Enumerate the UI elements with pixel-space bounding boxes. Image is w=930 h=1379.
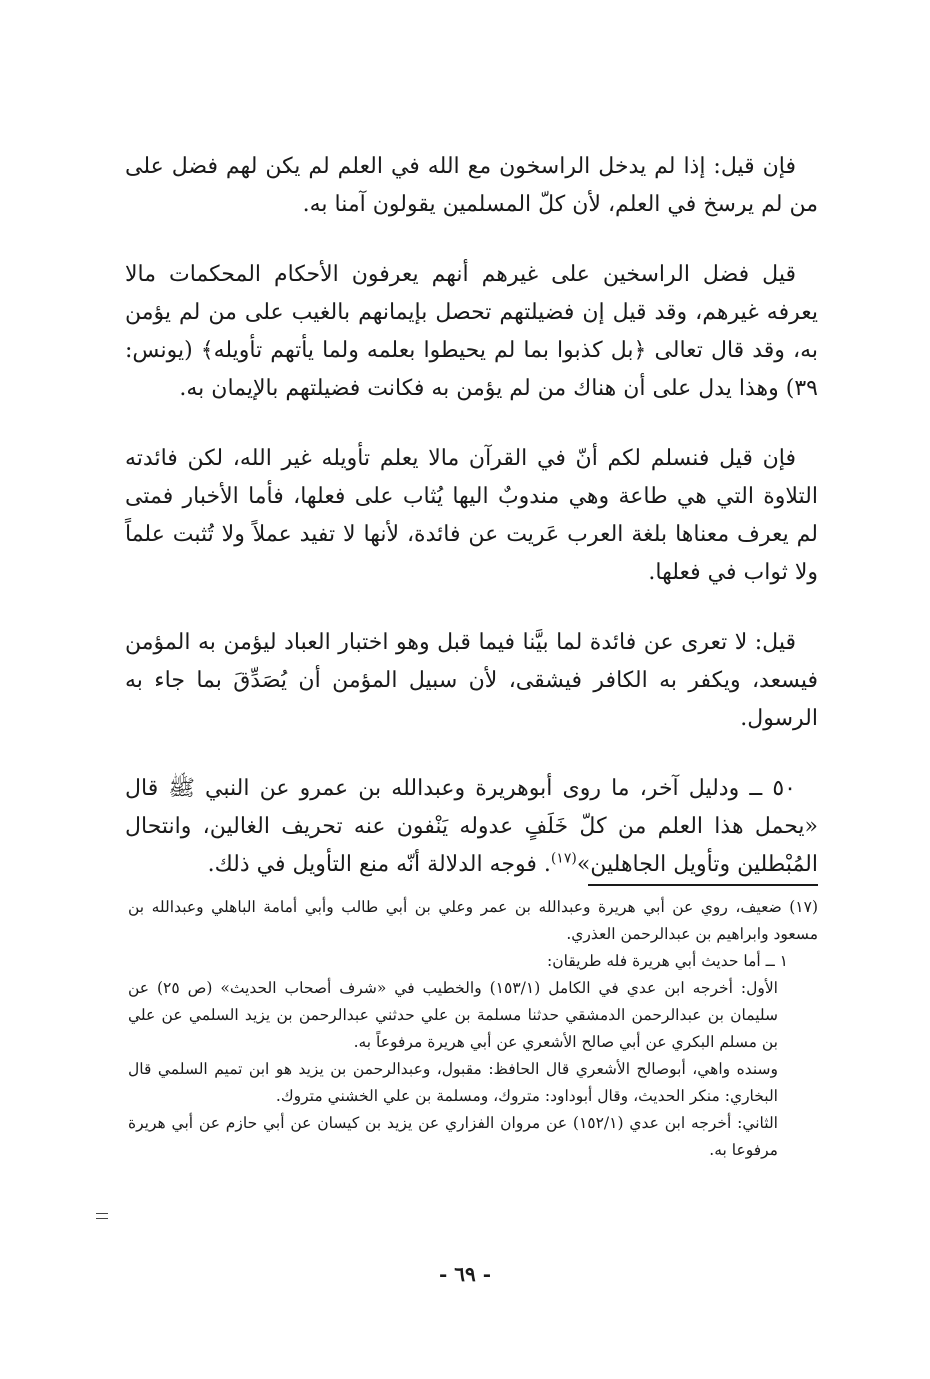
paragraph-4: قيل: لا تعرى عن فائدة لما بيَّنا فيما قبل وهو اختبار العباد ليؤمن به المؤمن فيسعد، ويكفر به الكافر فيشقى، لأن سبيل المؤمن أن يُصَدِّقَ بما جاء به الرسول. [125,630,818,731]
footnotes [128,894,818,1164]
main-text [125,148,818,916]
footnote-route-2: الثاني: أخرجه ابن عدي (١٥٢/١) عن مروان الفزاري عن يزيد بن كيسان عن أبي حازم عن أبي هريرة مرفوعا به. [128,1114,778,1159]
paragraph-5-text: ودليل آخر، ما روى أبوهريرة وعبدالله بن عمرو عن النبي ﷺ قال «يحمل هذا العلم من كلّ خَلَفٍ عدوله يَنْفون عنه تحريف الغالين، وانتحال المُبْطلين وتأويل الجاهلين» [125,776,818,877]
footnote-route-1: الأول: أخرجه ابن عدي في الكامل (١٥٣/١) والخطيب في «شرف أصحاب الحديث» (ص ٢٥) عن سليمان بن عبدالرحمن الدمشقي حدثنا مسلمة بن علي حدثني عبدالرحمن بن يزيد السلمي عن علي بن مسلم البكري عن أبي صالح الأشعري عن أبي هريرة مرفوعاً به. [128,979,778,1051]
paragraph-2: قيل فضل الراسخين على غيرهم أنهم يعرفون الأحكام المحكمات مالا يعرفه غيرهم، وقد قيل إن فضيلتهم تحصل بإيمانهم بالغيب على من لم يؤمن به، وقد قال تعالى ﴿بل كذبوا بما لم يحيطوا بعلمه ولما يأتهم تأويله﴾ (يونس: ٣٩) وهذا يدل على أن هناك من لم يؤمن به فكانت فضيلتهم بالإيمان به. [125,262,818,401]
paragraph-5-text-end: . فوجه الدلالة أنّه منع التأويل في ذلك. [207,852,551,877]
footnote-17: (١٧) ضعيف، روي عن أبي هريرة وعبدالله بن عمر وعلي بن أبي طالب وأبي أمامة الباهلي وعبدالله بن مسعود وابراهيم بن عبدالرحمن العذري. [128,898,818,943]
footnote-separator [588,884,818,886]
paragraph-5-number: ٥٠ ــ [749,776,796,801]
page-number: - ٦٩ - [438,1262,491,1286]
paragraph-5 [125,770,818,884]
paragraph-3: فإن قيل فنسلم لكم أنّ في القرآن مالا يعلم تأويله غير الله، لكن فائدته التلاوة التي هي طاعة وهي مندوبٌ اليها يُثاب على فعلها، فأما الأخبار فمتى لم يعرف معناها بلغة العرب عَريت عن فائدة، لأنها لا تفيد عملاً ولا تُثبت علماً ولا ثواب في فعلها. [125,446,818,585]
paragraph-1: فإن قيل: إذا لم يدخل الراسخون مع الله في العلم لم يكن لهم فضل على من لم يرسخ في العلم، لأن كلّ المسلمين يقولون آمنا به. [125,154,818,217]
footnote-evaluation: وسنده واهي، أبوصالح الأشعري قال الحافظ: مقبول، وعبدالرحمن بن يزيد هو ابن تميم السلمي قال البخاري: منكر الحديث، وقال أبوداود: متروك، ومسلمة بن علي الخشني متروك. [128,1060,778,1105]
footnote-reference[interactable]: (١٧) [550,850,577,867]
footnote-item-1: ١ ــ أما حديث أبي هريرة فله طريقان: [547,952,788,970]
margin-mark [96,1213,108,1221]
